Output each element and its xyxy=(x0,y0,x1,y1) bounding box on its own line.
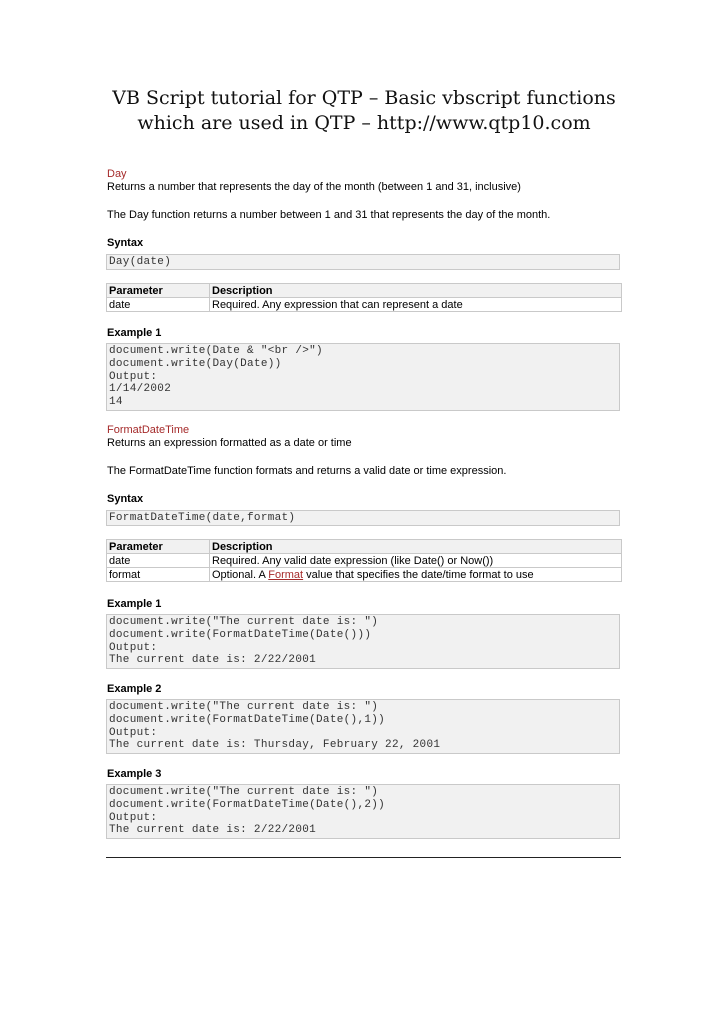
code-line: Output: xyxy=(109,811,158,824)
code-line: document.write("The current date is: ") xyxy=(109,701,379,713)
description-text: Optional. A xyxy=(212,568,269,581)
formatdatetime-description: The FormatDateTime function formats and returns a valid date or time expression. xyxy=(107,465,507,477)
example-1-heading: Example 1 xyxy=(107,598,162,610)
code-line: document.write(Day(Date)) xyxy=(109,357,282,370)
table-row xyxy=(107,298,622,312)
code-line: Output: xyxy=(109,726,158,739)
formatdatetime-syntax-code: FormatDateTime(date,format) xyxy=(109,512,296,524)
param-column-header: Parameter xyxy=(107,540,210,554)
param-name: date xyxy=(107,554,210,568)
code-line: Output: xyxy=(109,641,158,654)
code-line: document.write("The current date is: ") xyxy=(109,616,379,628)
day-example-code-box xyxy=(106,343,620,411)
day-syntax-code: Day(date) xyxy=(109,256,172,268)
formatdatetime-syntax-heading: Syntax xyxy=(107,493,144,505)
description-text: value that specifies the date/time format to use xyxy=(303,568,534,581)
formatdatetime-summary: Returns an expression formatted as a date or time xyxy=(107,437,352,449)
param-column-header: Parameter xyxy=(107,284,210,298)
code-line: document.write("The current date is: ") xyxy=(109,786,379,798)
formatdatetime-parameter-table xyxy=(106,539,622,582)
format-link[interactable]: Format xyxy=(268,568,304,581)
formatdatetime-syntax-box xyxy=(106,510,620,526)
param-name: date xyxy=(107,298,210,312)
table-row xyxy=(107,568,622,582)
example-3-heading: Example 3 xyxy=(107,768,162,780)
formatdatetime-function-link[interactable]: FormatDateTime xyxy=(107,424,190,436)
day-parameter-table xyxy=(106,283,622,312)
example-1-code-box xyxy=(106,614,620,669)
code-line: 14 xyxy=(109,396,123,409)
day-summary: Returns a number that represents the day of the month (between 1 and 31, inclusive) xyxy=(107,181,521,193)
param-description: Required. Any expression that can represent a date xyxy=(210,298,622,312)
code-line: document.write(FormatDateTime(Date(),2)) xyxy=(109,798,386,811)
code-line: document.write(Date & "<br />") xyxy=(109,345,323,357)
param-description: Required. Any valid date expression (like Date() or Now()) xyxy=(210,554,622,568)
code-line: Output: xyxy=(109,370,158,383)
table-header-row xyxy=(107,284,622,298)
param-name: format xyxy=(107,568,210,582)
example-2-code-box xyxy=(106,699,620,754)
day-syntax-box xyxy=(106,254,620,270)
day-syntax-heading: Syntax xyxy=(107,237,144,249)
day-description: The Day function returns a number between 1 and 31 that represents the day of the month. xyxy=(107,209,551,221)
description-column-header: Description xyxy=(210,540,622,554)
table-header-row xyxy=(107,540,622,554)
footer-divider xyxy=(106,857,621,858)
code-line: 1/14/2002 xyxy=(109,383,172,396)
description-column-header: Description xyxy=(210,284,622,298)
code-line: document.write(FormatDateTime(Date(),1)) xyxy=(109,713,386,726)
example-2-heading: Example 2 xyxy=(107,683,162,695)
table-row xyxy=(107,554,622,568)
day-function-link[interactable]: Day xyxy=(107,168,127,180)
param-description xyxy=(210,568,622,582)
code-line: The current date is: 2/22/2001 xyxy=(109,824,317,837)
document-title: VB Script tutorial for QTP – Basic vbscript functions which are used in QTP – http://www.qtp10.com xyxy=(112,87,616,134)
example-3-code-box xyxy=(106,784,620,839)
code-line: document.write(FormatDateTime(Date())) xyxy=(109,628,372,641)
code-line: The current date is: Thursday, February 22, 2001 xyxy=(109,739,441,752)
code-line: The current date is: 2/22/2001 xyxy=(109,654,317,667)
day-example-heading: Example 1 xyxy=(107,327,162,339)
